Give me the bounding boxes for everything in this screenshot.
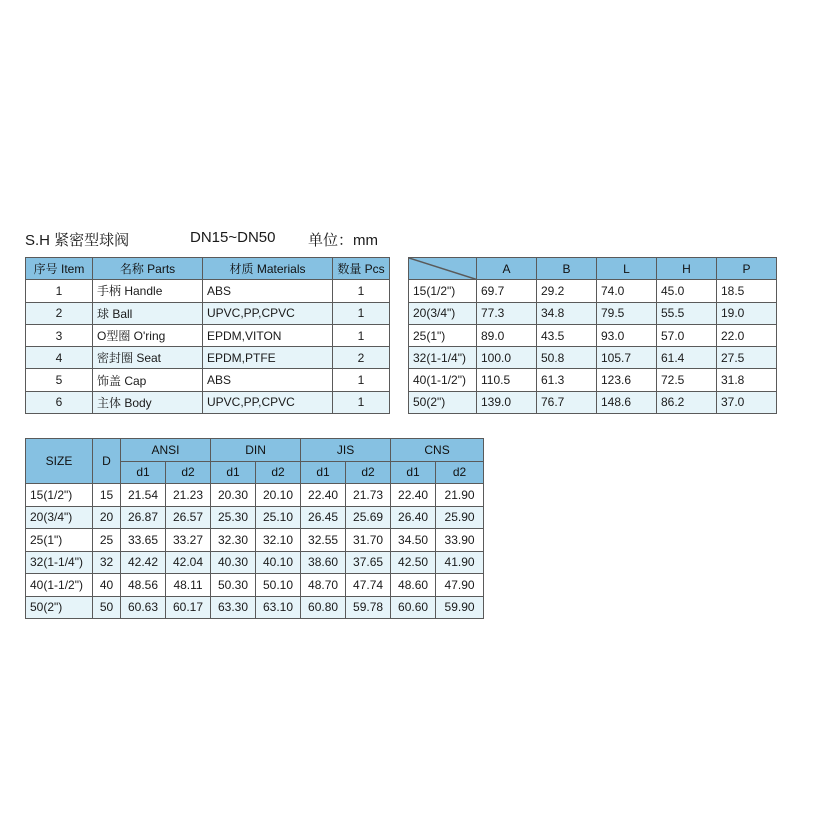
table-cell: 38.60 <box>301 551 346 574</box>
table-cell: 饰盖 Cap <box>93 369 203 391</box>
table-cell: 33.90 <box>436 529 484 552</box>
table-cell: 1 <box>333 324 390 346</box>
table-cell: 1 <box>333 369 390 391</box>
table-row <box>409 324 777 346</box>
table-cell: 2 <box>333 347 390 369</box>
table-cell: 63.30 <box>211 596 256 619</box>
header-ansi-d2: d2 <box>166 461 211 484</box>
table-cell: UPVC,PP,CPVC <box>203 391 333 413</box>
table-cell: 26.40 <box>391 506 436 529</box>
table-cell: 22.40 <box>301 484 346 507</box>
header-d: D <box>93 439 121 484</box>
table-cell: 25.10 <box>256 506 301 529</box>
header-a: A <box>477 258 537 280</box>
table-cell: 42.42 <box>121 551 166 574</box>
table-cell: 33.65 <box>121 529 166 552</box>
table-cell: 34.50 <box>391 529 436 552</box>
header-din-d2: d2 <box>256 461 301 484</box>
table-cell: 45.0 <box>657 280 717 302</box>
table-cell: 32 <box>93 551 121 574</box>
header-materials: 材质 Materials <box>203 258 333 280</box>
table-cell: 15(1/2") <box>26 484 93 507</box>
table-cell: 29.2 <box>537 280 597 302</box>
table-cell: 27.5 <box>717 347 777 369</box>
header-jis-d2: d2 <box>346 461 391 484</box>
table-cell: 手柄 Handle <box>93 280 203 302</box>
table-cell: 1 <box>333 280 390 302</box>
table-cell: 6 <box>26 391 93 413</box>
diagonal-line-icon <box>409 258 476 279</box>
table-cell: 32.55 <box>301 529 346 552</box>
table-cell: 50(2") <box>26 596 93 619</box>
table-cell: 球 Ball <box>93 302 203 324</box>
table-cell: 31.70 <box>346 529 391 552</box>
table-cell: 32(1-1/4") <box>26 551 93 574</box>
table-cell: 32.30 <box>211 529 256 552</box>
table-cell: 20.30 <box>211 484 256 507</box>
table-cell: 20(3/4") <box>409 302 477 324</box>
table-cell: 72.5 <box>657 369 717 391</box>
table-row <box>409 347 777 369</box>
table-cell: ABS <box>203 369 333 391</box>
table-cell: UPVC,PP,CPVC <box>203 302 333 324</box>
table-cell: 26.45 <box>301 506 346 529</box>
dimension-table <box>408 257 777 414</box>
header-cns: CNS <box>391 439 484 462</box>
table-cell: 25.30 <box>211 506 256 529</box>
table-cell: 4 <box>26 347 93 369</box>
table-row <box>409 391 777 413</box>
table-cell: 26.87 <box>121 506 166 529</box>
table-cell: 50(2") <box>409 391 477 413</box>
table-cell: EPDM,VITON <box>203 324 333 346</box>
table-cell: 37.0 <box>717 391 777 413</box>
table-row <box>26 596 484 619</box>
table-cell: 3 <box>26 324 93 346</box>
table-cell: 21.23 <box>166 484 211 507</box>
header-size: SIZE <box>26 439 93 484</box>
table-cell: 1 <box>333 391 390 413</box>
table-cell: 60.17 <box>166 596 211 619</box>
table-cell: 15 <box>93 484 121 507</box>
table-cell: 69.7 <box>477 280 537 302</box>
table-cell: 18.5 <box>717 280 777 302</box>
table-row <box>26 280 390 302</box>
table-cell: 31.8 <box>717 369 777 391</box>
table-cell: 79.5 <box>597 302 657 324</box>
table-cell: 50 <box>93 596 121 619</box>
table-cell: 76.7 <box>537 391 597 413</box>
table-row <box>26 391 390 413</box>
table-cell: 60.63 <box>121 596 166 619</box>
table-cell: 22.0 <box>717 324 777 346</box>
table-cell: 40.30 <box>211 551 256 574</box>
parts-header-row <box>26 258 390 280</box>
parts-table <box>25 257 390 414</box>
table-cell: 61.4 <box>657 347 717 369</box>
table-cell: 19.0 <box>717 302 777 324</box>
table-cell: 5 <box>26 369 93 391</box>
table-cell: 2 <box>26 302 93 324</box>
table-cell: 63.10 <box>256 596 301 619</box>
table-cell: 41.90 <box>436 551 484 574</box>
table-cell: 40 <box>93 574 121 597</box>
table-cell: 89.0 <box>477 324 537 346</box>
table-cell: 1 <box>333 302 390 324</box>
table-cell: 26.57 <box>166 506 211 529</box>
table-cell: 86.2 <box>657 391 717 413</box>
table-row <box>26 369 390 391</box>
table-cell: 61.3 <box>537 369 597 391</box>
table-row <box>26 574 484 597</box>
table-cell: 139.0 <box>477 391 537 413</box>
table-cell: 43.5 <box>537 324 597 346</box>
table-cell: 40(1-1/2") <box>409 369 477 391</box>
header-p: P <box>717 258 777 280</box>
table-cell: EPDM,PTFE <box>203 347 333 369</box>
header-jis-d1: d1 <box>301 461 346 484</box>
table-cell: 21.73 <box>346 484 391 507</box>
table-cell: 50.30 <box>211 574 256 597</box>
table-cell: 74.0 <box>597 280 657 302</box>
diagonal-header-cell <box>409 258 477 280</box>
header-parts: 名称 Parts <box>93 258 203 280</box>
table-row <box>26 347 390 369</box>
header-cns-d2: d2 <box>436 461 484 484</box>
header-l: L <box>597 258 657 280</box>
table-row <box>26 324 390 346</box>
size-header-row-1 <box>26 439 484 462</box>
header-ansi-d1: d1 <box>121 461 166 484</box>
header-din: DIN <box>211 439 301 462</box>
table-cell: 60.60 <box>391 596 436 619</box>
table-cell: 47.90 <box>436 574 484 597</box>
table-cell: 25 <box>93 529 121 552</box>
table-cell: ABS <box>203 280 333 302</box>
table-cell: 105.7 <box>597 347 657 369</box>
table-cell: 40(1-1/2") <box>26 574 93 597</box>
header-pcs: 数量 Pcs <box>333 258 390 280</box>
table-cell: 48.11 <box>166 574 211 597</box>
table-cell: 48.60 <box>391 574 436 597</box>
table-cell: 59.78 <box>346 596 391 619</box>
dim-header-row <box>409 258 777 280</box>
table-cell: 48.56 <box>121 574 166 597</box>
header-h: H <box>657 258 717 280</box>
table-cell: 50.10 <box>256 574 301 597</box>
table-cell: 60.80 <box>301 596 346 619</box>
table-row <box>26 551 484 574</box>
table-row <box>409 280 777 302</box>
header-jis: JIS <box>301 439 391 462</box>
table-cell: 33.27 <box>166 529 211 552</box>
table-cell: 55.5 <box>657 302 717 324</box>
product-title: S.H 紧密型球阀 <box>25 232 130 249</box>
table-cell: 148.6 <box>597 391 657 413</box>
table-cell: 37.65 <box>346 551 391 574</box>
table-cell: 主体 Body <box>93 391 203 413</box>
table-cell: 50.8 <box>537 347 597 369</box>
table-cell: 59.90 <box>436 596 484 619</box>
unit-label: 单位：mm <box>308 232 378 249</box>
table-cell: 42.50 <box>391 551 436 574</box>
header-ansi: ANSI <box>121 439 211 462</box>
table-cell: O型圈 O'ring <box>93 324 203 346</box>
table-cell: 93.0 <box>597 324 657 346</box>
table-cell: 100.0 <box>477 347 537 369</box>
table-cell: 25.69 <box>346 506 391 529</box>
table-cell: 1 <box>26 280 93 302</box>
table-cell: 47.74 <box>346 574 391 597</box>
table-cell: 25.90 <box>436 506 484 529</box>
header-b: B <box>537 258 597 280</box>
table-row <box>409 302 777 324</box>
table-cell: 123.6 <box>597 369 657 391</box>
size-standards-table <box>25 438 484 619</box>
table-row <box>26 529 484 552</box>
table-cell: 15(1/2") <box>409 280 477 302</box>
table-row <box>26 506 484 529</box>
table-cell: 20(3/4") <box>26 506 93 529</box>
table-cell: 110.5 <box>477 369 537 391</box>
table-cell: 21.90 <box>436 484 484 507</box>
table-cell: 42.04 <box>166 551 211 574</box>
table-row <box>26 484 484 507</box>
table-cell: 34.8 <box>537 302 597 324</box>
header-cns-d1: d1 <box>391 461 436 484</box>
table-cell: 25(1") <box>409 324 477 346</box>
table-cell: 32(1-1/4") <box>409 347 477 369</box>
header-item: 序号 Item <box>26 258 93 280</box>
table-cell: 32.10 <box>256 529 301 552</box>
table-row <box>409 369 777 391</box>
table-cell: 密封圈 Seat <box>93 347 203 369</box>
table-cell: 48.70 <box>301 574 346 597</box>
table-cell: 57.0 <box>657 324 717 346</box>
header-din-d1: d1 <box>211 461 256 484</box>
table-row <box>26 302 390 324</box>
table-cell: 25(1") <box>26 529 93 552</box>
table-cell: 20 <box>93 506 121 529</box>
table-cell: 21.54 <box>121 484 166 507</box>
table-cell: 22.40 <box>391 484 436 507</box>
size-range: DN15~DN50 <box>190 229 276 246</box>
table-cell: 40.10 <box>256 551 301 574</box>
table-cell: 77.3 <box>477 302 537 324</box>
table-cell: 20.10 <box>256 484 301 507</box>
